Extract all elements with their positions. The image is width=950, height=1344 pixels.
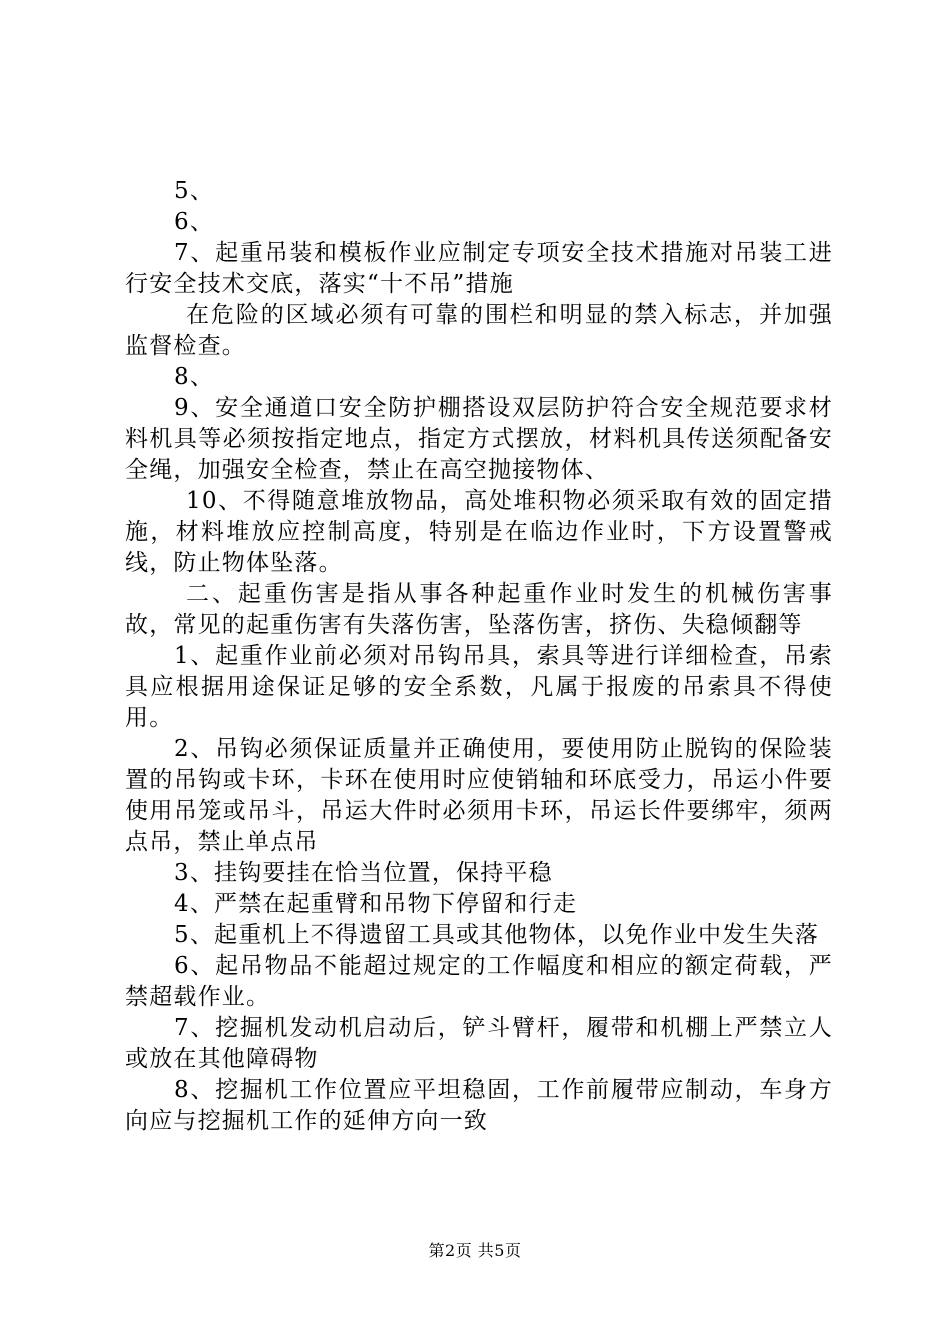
paragraph-lifting-6-no-overload: 6、起吊物品不能超过规定的工作幅度和相应的额定荷载，严禁超载作业。 — [125, 953, 833, 1010]
document-body — [125, 176, 833, 1137]
paragraph-lifting-3-hang: 3、挂钩要挂在恰当位置，保持平稳 — [174, 860, 553, 886]
paragraph-item-10-stacking: 10、不得随意堆放物品，高处堆积物必须采取有效的固定措施，材料堆放应控制高度，特别是在临边作业时，下方设置警戒线，防止物体坠落。 — [125, 488, 833, 576]
paragraph-lifting-1-inspection: 1、起重作业前必须对吊钩吊具，索具等进行详细检查，吊索具应根据用途保证足够的安全系数，凡属于报废的吊索具不得使用。 — [125, 643, 833, 731]
paragraph-item-6: 6、 — [174, 209, 215, 235]
section-heading-lifting-injury: 二、起重伤害是指从事各种起重作业时发生的机械伤害事故，常见的起重伤害有失落伤害，坠落伤害，挤伤、失稳倾翻等 — [125, 581, 833, 638]
paragraph-lifting-8-excavator-position: 8、挖掘机工作位置应平坦稳固，工作前履带应制动，车身方向应与挖掘机工作的延伸方向一致 — [125, 1077, 833, 1134]
paragraph-item-8: 8、 — [174, 364, 215, 390]
paragraph-item-5: 5、 — [174, 178, 215, 204]
paragraph-item-9-safety-passage: 9、安全通道口安全防护棚搭设双层防护符合安全规范要求材料机具等必须按指定地点，指定方式摆放，材料机具传送须配备安全绳，加强安全检查，禁止在高空抛接物体、 — [125, 395, 833, 483]
paragraph-lifting-7-excavator-start: 7、挖掘机发动机启动后，铲斗臂杆，履带和机棚上严禁立人或放在其他障碍物 — [125, 1015, 833, 1072]
paragraph-lifting-5-no-tools: 5、起重机上不得遗留工具或其他物体，以免作业中发生失落 — [174, 922, 820, 948]
paragraph-lifting-4-no-standing: 4、严禁在起重臂和吊物下停留和行走 — [174, 891, 578, 917]
page-footer: 第2页 共5页 — [428, 1241, 522, 1260]
paragraph-danger-zone-fence: 在危险的区域必须有可靠的围栏和明显的禁入标志，并加强监督检查。 — [125, 302, 833, 359]
paragraph-item-7-crane-hoisting: 7、起重吊装和模板作业应制定专项安全技术措施对吊装工进行安全技术交底，落实“十不吊”措施 — [125, 240, 833, 297]
paragraph-lifting-2-hook: 2、吊钩必须保证质量并正确使用，要使用防止脱钩的保险装置的吊钩或卡环，卡环在使用时应使销轴和环底受力，吊运小件要使用吊笼或吊斗，吊运大件时必须用卡环，吊运长件要绑牢，须两点吊，禁止单点吊 — [125, 736, 833, 855]
